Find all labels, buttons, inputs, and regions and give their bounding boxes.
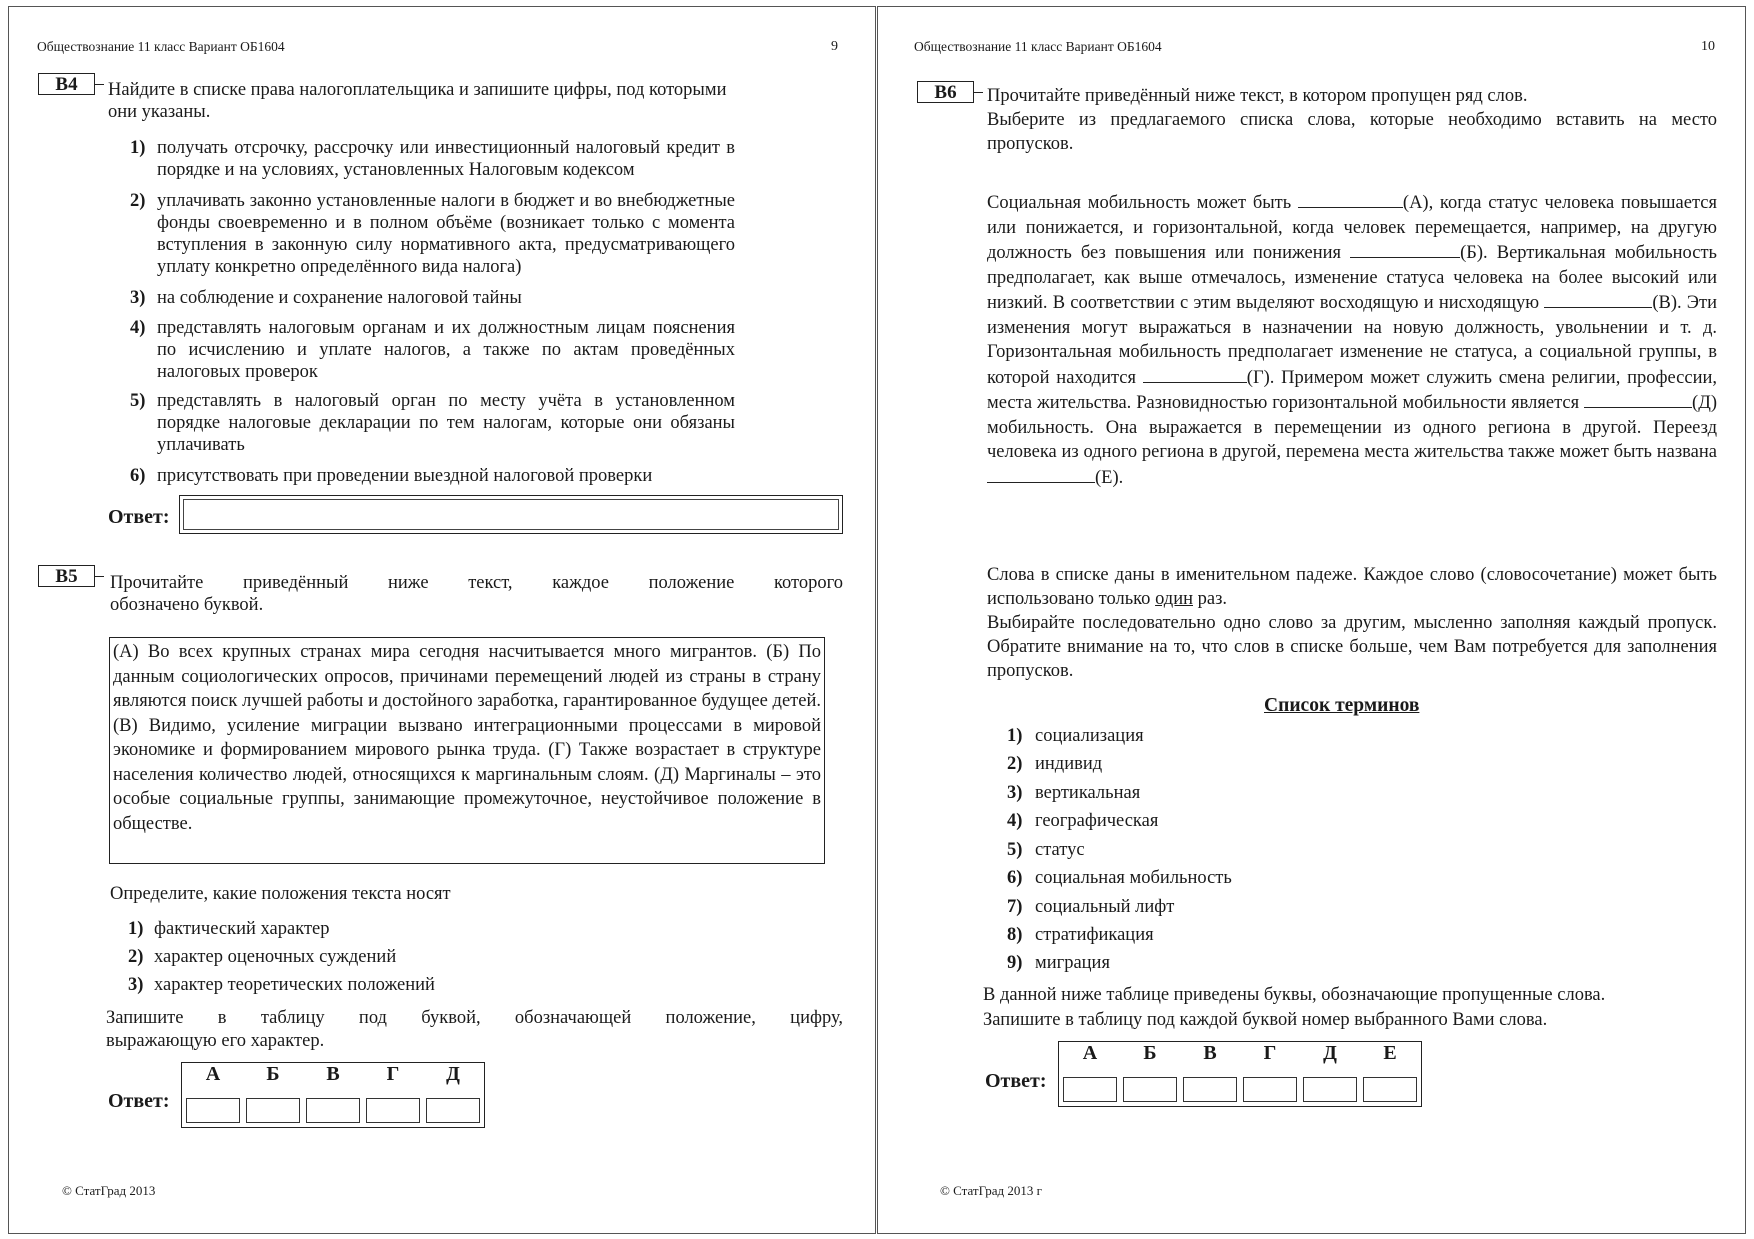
- b6-answer-cell[interactable]: [1063, 1077, 1117, 1102]
- b6-answer-cell[interactable]: [1123, 1077, 1177, 1102]
- term-number: 9): [1007, 953, 1023, 973]
- b6-table-note-1: В данной ниже таблице приведены буквы, обозначающие пропущенные слова.: [983, 985, 1606, 1005]
- b6-intro-paragraph: Выберите из предлагаемого списка слова, которые необходимо вставить на место пропусков.: [987, 110, 1717, 154]
- term-text: социализация: [1035, 726, 1144, 746]
- b4-question-line1: Найдите в списке права налогоплательщика и запишите цифры, под которыми: [108, 80, 727, 100]
- b4-question-line2: они указаны.: [108, 102, 211, 122]
- term-text: статус: [1035, 840, 1085, 860]
- b5-option-number: 1): [128, 919, 144, 939]
- task-label-b4: В4: [38, 73, 95, 95]
- b6-answer-cell[interactable]: [1183, 1077, 1237, 1102]
- b6-note-2: Выбирайте последовательно одно слово за другим, мысленно заполняя каждый пропуск. Обратите внимание на то, что слов в списке больше, чем Вам потребуется для заполнения пропусков.: [987, 613, 1717, 681]
- passage-text: (Е).: [1095, 467, 1124, 488]
- passage-text: (Г). Примером может служить смена религии, профессии, места жительства. Разновидностью горизонтальной мобильности является: [987, 367, 1717, 413]
- b4-item-number: 1): [130, 138, 146, 158]
- term-text: социальный лифт: [1035, 897, 1175, 917]
- term-text: вертикальная: [1035, 783, 1141, 803]
- term-text: индивид: [1035, 754, 1103, 774]
- b5-answer-cell[interactable]: [366, 1098, 420, 1123]
- term-number: 1): [1007, 726, 1023, 746]
- b5-column-header: Г: [386, 1063, 400, 1085]
- b5-option-number: 2): [128, 947, 144, 967]
- term-number: 5): [1007, 840, 1023, 860]
- page-footer: © СтатГрад 2013 г: [940, 1183, 1042, 1198]
- term-text: стратификация: [1035, 925, 1154, 945]
- b5-instruction-line1: Запишите в таблицу под буквой, обозначающей положение, цифру,: [106, 1008, 843, 1028]
- term-text: социальная мобильность: [1035, 868, 1232, 888]
- b5-option-text: характер оценочных суждений: [154, 947, 397, 967]
- b4-item-text: уплачивать законно установленные налоги в бюджет и во внебюджетные фонды своевременно и в полном объёме (возникает только с момента вступления в законную силу нормативного акта, предусматривающего уплату конкретно определённого вида налога): [157, 191, 735, 277]
- b4-answer-label: Ответ:: [108, 506, 170, 528]
- term-number: 3): [1007, 783, 1023, 803]
- task-label-b5: В5: [38, 565, 95, 587]
- b4-item-number: 2): [130, 191, 146, 211]
- blank-a: [1298, 190, 1403, 208]
- b6-answer-label: Ответ:: [985, 1070, 1047, 1092]
- b6-column-header: Б: [1143, 1042, 1157, 1064]
- blank-e: [987, 465, 1095, 483]
- b5-answer-label: Ответ:: [108, 1090, 170, 1112]
- b4-item-number: 4): [130, 318, 146, 338]
- b5-answer-cell[interactable]: [246, 1098, 300, 1123]
- b4-item-text: присутствовать при проведении выездной налоговой проверки: [157, 466, 653, 486]
- b4-item-text: представлять налоговым органам и их должностным лицам пояснения по исчислению и уплате налогов, а также по актам проведённых налоговых проверок: [157, 318, 735, 382]
- note-text: раз.: [1193, 589, 1228, 609]
- b6-answer-table: [1058, 1041, 1422, 1107]
- term-number: 2): [1007, 754, 1023, 774]
- term-text: географическая: [1035, 811, 1159, 831]
- b5-option-text: характер теоретических положений: [154, 975, 435, 995]
- b6-passage: [987, 190, 1717, 490]
- blank-v: [1544, 290, 1652, 308]
- note-text: Слова в списке даны в именительном падеже. Каждое слово (словосочетание) может быть использовано только: [987, 565, 1717, 609]
- b5-text-box: (А) Во всех крупных странах мира сегодня насчитывается много мигрантов. (Б) По данным социологических опросов, причинами перемещений людей из страны в страну являются поиск лучшей работы и достойного заработка, гарантированное будущее детей. (В) Видимо, усиление миграции вызвано интеграционными процессами в мировой экономике и формированием мирового рынка труда. (Г) Также возрастает в структуре населения количество людей, относящихся к маргинальным слоям. (Д) Маргиналы – это особые социальные группы, занимающие промежуточное, неустойчивое положение в обществе.: [109, 637, 825, 864]
- b5-option-number: 3): [128, 975, 144, 995]
- b5-define: Определите, какие положения текста носят: [110, 884, 451, 904]
- right-page: [877, 6, 1746, 1234]
- b4-item-number: 5): [130, 391, 146, 411]
- passage-text: (А), когда статус человека повышается или понижается, и горизонтальной, когда человек перемещается, например, на другую должность без повышения или понижения: [987, 193, 1717, 263]
- term-number: 8): [1007, 925, 1023, 945]
- page-header: Обществознание 11 класс Вариант ОБ1604: [37, 39, 285, 54]
- term-number: 7): [1007, 897, 1023, 917]
- term-number: 6): [1007, 868, 1023, 888]
- page-number: 9: [831, 39, 838, 54]
- b6-column-header: Е: [1383, 1042, 1397, 1064]
- b4-item-text: представлять в налоговый орган по месту учёта в установленном порядке налоговые декларации по тем налогам, которые они обязаны уплачивать: [157, 391, 735, 455]
- b6-answer-cell[interactable]: [1363, 1077, 1417, 1102]
- b5-question-line2: обозначено буквой.: [110, 595, 264, 615]
- b5-column-header: Д: [446, 1063, 460, 1085]
- b5-column-header: А: [205, 1063, 221, 1085]
- b6-table-note-2: Запишите в таблицу под каждой буквой номер выбранного Вами слова.: [983, 1010, 1548, 1030]
- b6-column-header: А: [1082, 1042, 1098, 1064]
- b6-column-header: Г: [1263, 1042, 1277, 1064]
- b6-answer-cell[interactable]: [1303, 1077, 1357, 1102]
- b4-item-text: получать отсрочку, рассрочку или инвестиционный налоговый кредит в порядке и на условиях, установленных Налоговым кодексом: [157, 138, 735, 180]
- passage-text: Социальная мобильность может быть: [987, 193, 1298, 213]
- b5-option-text: фактический характер: [154, 919, 330, 939]
- passage-text: (Д) мобильность. Она выражается в перемещении из одного региона в другой. Переезд человека из одного региона в другой, перемена места жительства также может быть названа: [987, 393, 1717, 462]
- b5-answer-table: [181, 1062, 485, 1128]
- note-underlined: один: [1155, 589, 1193, 609]
- b4-item-text: на соблюдение и сохранение налоговой тайны: [157, 288, 522, 308]
- b5-question-line1: Прочитайте приведённый ниже текст, каждое положение которого: [110, 573, 843, 593]
- b6-answer-cell[interactable]: [1243, 1077, 1297, 1102]
- passage-text: (В). Эти изменения могут выражаться в назначении на новую должность, увольнении и т. д. Горизонтальная мобильность предполагает изменение не статуса, а социальной группы, в которой находится: [987, 293, 1718, 388]
- b5-column-header: В: [326, 1063, 340, 1085]
- b6-intro-line1: Прочитайте приведённый ниже текст, в котором пропущен ряд слов.: [987, 86, 1528, 106]
- b4-item-number: 3): [130, 288, 146, 308]
- page-number: 10: [1701, 39, 1715, 54]
- page-footer: © СтатГрад 2013: [62, 1183, 156, 1198]
- terms-title: Список терминов: [1264, 695, 1420, 716]
- b6-column-header: В: [1203, 1042, 1217, 1064]
- b5-instruction-line2: выражающую его характер.: [106, 1031, 325, 1051]
- b6-note-1: [987, 563, 1717, 611]
- term-text: миграция: [1035, 953, 1110, 973]
- page-header: Обществознание 11 класс Вариант ОБ1604: [914, 39, 1162, 54]
- term-number: 4): [1007, 811, 1023, 831]
- task-label-b6: В6: [917, 81, 974, 103]
- left-page: [8, 6, 876, 1234]
- b4-answer-field[interactable]: [179, 495, 843, 534]
- b5-answer-cell[interactable]: [186, 1098, 240, 1123]
- b5-answer-cell[interactable]: [306, 1098, 360, 1123]
- passage-text: (Б). Вертикальная мобильность предполагает, как выше отмечалось, изменение статуса человека на более высокий или низкий. В соответствии с этим выделяют восходящую и нисходящую: [987, 243, 1717, 313]
- b5-answer-cell[interactable]: [426, 1098, 480, 1123]
- blank-g: [1143, 365, 1247, 383]
- b5-column-header: Б: [266, 1063, 280, 1085]
- b6-column-header: Д: [1323, 1042, 1337, 1064]
- blank-d: [1584, 390, 1692, 408]
- blank-b: [1350, 240, 1460, 258]
- b4-item-number: 6): [130, 466, 146, 486]
